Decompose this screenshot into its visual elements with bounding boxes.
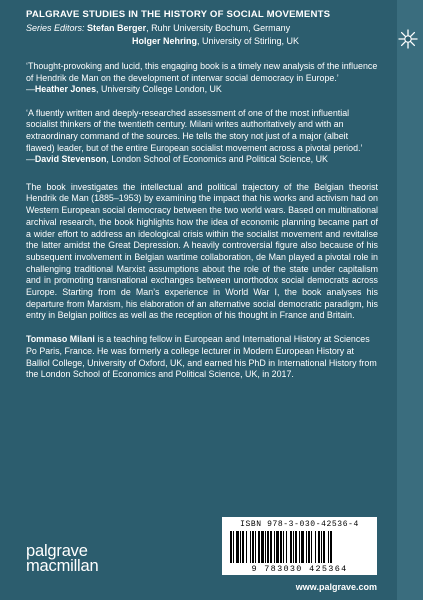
publisher-website: www.palgrave.com (295, 582, 377, 592)
barcode-bar (242, 531, 244, 563)
endorsement-quote (26, 108, 378, 166)
cover-text-column (26, 8, 378, 381)
barcode-bar (274, 531, 275, 563)
quote-author: Heather Jones (34, 84, 97, 95)
quote-text: ‘Thought-provoking and lucid, this engaging book is a timely new analysis of the influence of Hendrik de Man on the development of interwar social democracy in Europe.’ (26, 61, 378, 83)
quote-author-affiliation: , University College London, UK (96, 84, 222, 95)
barcode-bar (311, 531, 312, 563)
barcode-bar (318, 531, 320, 563)
barcode-icon (230, 531, 369, 563)
barcode-bar (323, 531, 325, 563)
quote-author-affiliation: , London School of Economics and Political Science, UK (106, 154, 328, 165)
barcode-bar (306, 531, 307, 563)
publisher-logo (26, 544, 116, 574)
barcode-bar (283, 531, 284, 563)
barcode-bar (330, 531, 332, 563)
barcode-bar (295, 531, 297, 563)
barcode-bar (276, 531, 279, 563)
barcode-bar (270, 531, 272, 563)
quote-text: ‘A fluently written and deeply-researched assessment of one of the most influential socialist thinkers of the twentieth century. Milani writes authoritatively and with an extraordinary command of the sources. He tells the story not just of a major (albeit flawed) leader, but of the entire European socialist movement across a pivotal period.’ (26, 107, 363, 153)
series-editor-name: Stefan Berger (87, 23, 147, 33)
cover-edge-strip (397, 0, 423, 600)
barcode-panel (222, 517, 377, 575)
quote-attribution (26, 84, 378, 96)
barcode-bar (290, 531, 292, 563)
palgrave-star-logo-icon (397, 28, 419, 50)
barcode-bar (328, 531, 329, 563)
barcode-bar (315, 531, 316, 563)
barcode-bar (299, 531, 300, 563)
attribution-dash: — (26, 84, 35, 95)
author-name: Tommaso Milani (26, 334, 95, 345)
barcode-bar (261, 531, 264, 563)
series-editors (26, 22, 378, 47)
series-title: PALGRAVE STUDIES IN THE HISTORY OF SOCIAL MOVEMENTS (26, 9, 331, 20)
barcode-bar (246, 531, 247, 563)
barcode-bar (301, 531, 304, 563)
quote-author: David Stevenson (34, 154, 107, 165)
publisher-name-line1: palgrave (26, 542, 88, 560)
series-editors-label: Series Editors: (26, 23, 85, 33)
barcode-bar (236, 531, 239, 563)
series-editor-row (26, 22, 378, 35)
series-editor-row (26, 35, 378, 48)
barcode-bar (233, 531, 234, 563)
author-bio (26, 334, 378, 381)
barcode-digits: 9 783030 425364 (251, 564, 348, 574)
barcode-bar (240, 531, 241, 563)
book-description: The book investigates the intellectual and political trajectory of the Belgian theorist Hendrik de Man (1885–1953) by examining the impact that his works and activism had on Western European social democracy between the two world wars. Based on multinational archival research, the book highlights how the idea of economic planning became part of a wider effort to address an ideological crisis within the socialist movement and revitalise the latter amidst the Great Depression. A heavily controversial figure also because of his subsequent involvement in Belgian wartime collaboration, de Man played a pivotal role in challenging traditional Marxist assumptions about the role of the state under capitalism and in promoting transnational exchanges between unorthodox social democrats across Europe. Starting from de Man’s experience in World War I, the book analyses his departure from Marxism, his elaboration of an alternative social democratic paradigm, his entry in Belgian politics as well as the reception of his thought in France and Britain. (26, 181, 378, 321)
barcode-bar (258, 531, 260, 563)
barcode-bar (250, 531, 251, 563)
barcode-bar (308, 531, 310, 563)
barcode-bar (265, 531, 266, 563)
series-editor-name: Holger Nehring (132, 35, 198, 46)
series-editor-affiliation: , Ruhr University Bochum, Germany (146, 23, 291, 33)
barcode-bar (286, 531, 287, 563)
isbn-label: ISBN 978-3-030-42536-4 (240, 520, 359, 529)
endorsement-quote (26, 61, 378, 96)
barcode-bar (255, 531, 256, 563)
barcode-bar (321, 531, 322, 563)
publisher-name-line2: macmillan (26, 557, 99, 575)
barcode-bar (280, 531, 282, 563)
barcode-bar (252, 531, 254, 563)
series-editor-affiliation: , University of Stirling, UK (197, 35, 300, 46)
barcode-bar (267, 531, 269, 563)
barcode-bar (230, 531, 232, 563)
author-bio-text: is a teaching fellow in European and International History at Sciences Po Paris, France. He was formerly a college lecturer in Modern European History at Balliol College, University of Oxford, UK, and earned his PhD in International History from the London School of Economics and Political Science, UK, in 2017. (26, 334, 377, 380)
barcode-bar (293, 531, 294, 563)
attribution-dash: — (26, 154, 35, 165)
quote-attribution (26, 154, 378, 166)
